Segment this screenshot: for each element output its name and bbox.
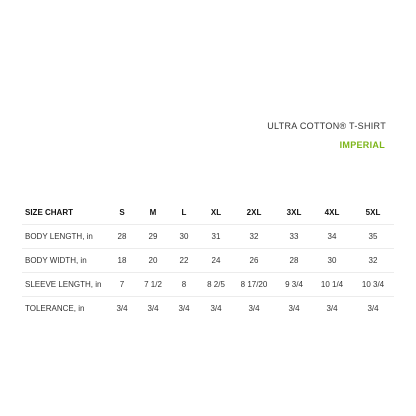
table-row — [22, 297, 394, 321]
table-cell: 3/4 — [326, 304, 338, 313]
table-cell: 9 3/4 — [276, 273, 312, 297]
row-label-body-length: BODY LENGTH, in — [22, 225, 106, 249]
table-cell: 34 — [312, 225, 352, 249]
size-header-l: L — [168, 201, 200, 225]
table-cell: 3/4 — [210, 304, 222, 313]
table-cell: 22 — [168, 249, 200, 273]
size-header-s: S — [106, 201, 138, 225]
table-cell: 3/4 — [147, 304, 159, 313]
table-cell: 29 — [138, 225, 168, 249]
table-cell: 3/4 — [248, 304, 260, 313]
table-cell: 26 — [232, 249, 276, 273]
table-cell: 3/4 — [178, 304, 190, 313]
table-header-row — [22, 201, 394, 225]
table-row — [22, 249, 394, 273]
table-cell: 20 — [138, 249, 168, 273]
table-cell: 7 — [106, 273, 138, 297]
size-header-5xl: 5XL — [352, 201, 394, 225]
table-cell: 3/4 — [288, 304, 300, 313]
table-cell: 8 2/5 — [200, 273, 232, 297]
table-row — [22, 273, 394, 297]
table-cell: 33 — [276, 225, 312, 249]
table-row — [22, 225, 394, 249]
row-label-tolerance: TOLERANCE, in — [25, 304, 85, 313]
size-header-xl: XL — [200, 201, 232, 225]
table-cell: 3/4 — [367, 304, 379, 313]
size-header-3xl: 3XL — [276, 201, 312, 225]
unit-system-label: IMPERIAL — [339, 140, 385, 150]
table-cell: 35 — [352, 225, 394, 249]
table-cell: 10 1/4 — [312, 273, 352, 297]
table-cell: 8 17/20 — [232, 273, 276, 297]
table-cell: 30 — [168, 225, 200, 249]
product-title: ULTRA COTTON® T-SHIRT — [267, 121, 386, 131]
size-chart-table — [22, 201, 394, 320]
row-label-sleeve-length: SLEEVE LENGTH, in — [22, 273, 106, 297]
table-cell: 10 3/4 — [352, 273, 394, 297]
table-cell: 30 — [312, 249, 352, 273]
size-header-m: M — [138, 201, 168, 225]
table-cell: 24 — [200, 249, 232, 273]
table-cell: 28 — [276, 249, 312, 273]
row-label-body-width: BODY WIDTH, in — [22, 249, 106, 273]
table-cell: 32 — [352, 249, 394, 273]
table-cell: 7 1/2 — [138, 273, 168, 297]
table-cell: 8 — [168, 273, 200, 297]
table-cell: 32 — [232, 225, 276, 249]
table-cell: 28 — [106, 225, 138, 249]
table-cell: 18 — [106, 249, 138, 273]
table-cell: 31 — [200, 225, 232, 249]
table-cell: 3/4 — [116, 304, 128, 313]
size-header-4xl: 4XL — [312, 201, 352, 225]
size-chart-heading: SIZE CHART — [22, 201, 106, 225]
size-header-2xl: 2XL — [232, 201, 276, 225]
